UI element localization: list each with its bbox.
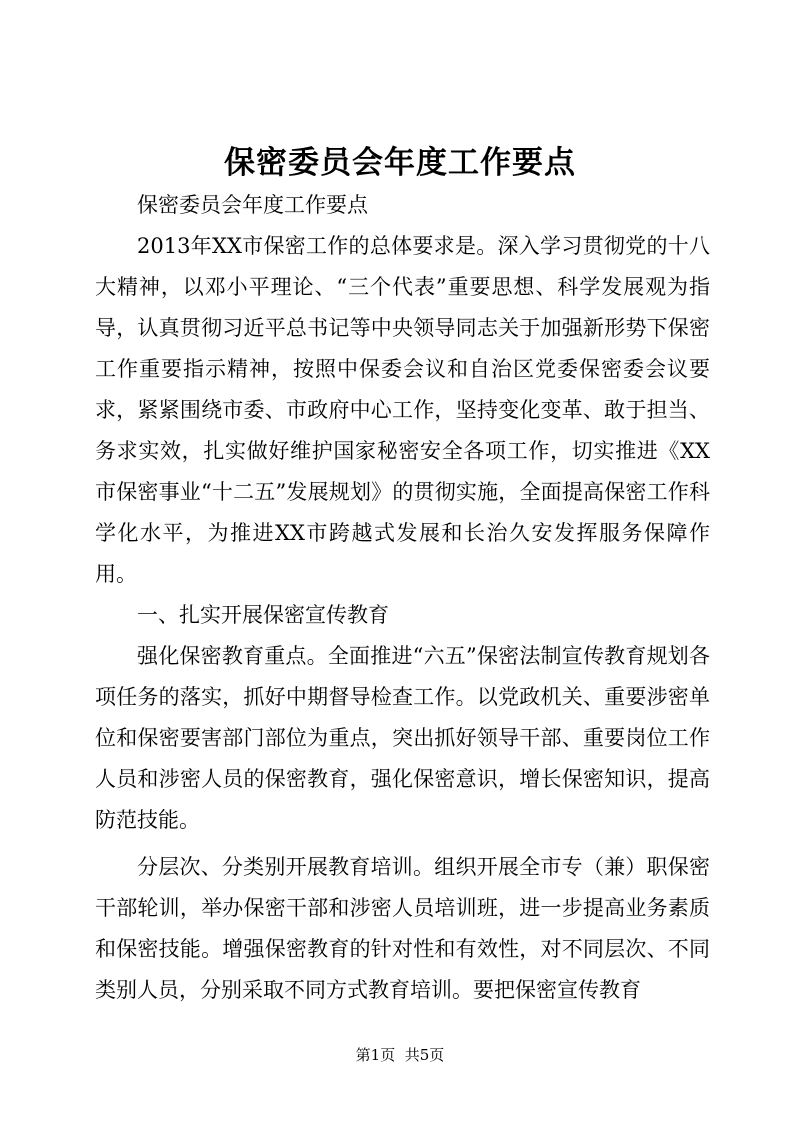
subtitle-paragraph: 保密委员会年度工作要点 <box>137 193 368 217</box>
body-paragraph: 强化保密教育重点。全面推进“六五”保密法制宣传教育规划各项任务的落实，抓好中期督导检查工作。以党政机关、重要涉密单位和保密要害部门部位为重点，突出抓好领导干部、重要岗位工作人员和涉密人员的保密教育，强化保密意识，增长保密知识，提高防范技能。 <box>95 644 710 832</box>
body-paragraph: 分层次、分类别开展教育培训。组织开展全市专（兼）职保密干部轮训，举办保密干部和涉密人员培训班，进一步提高业务素质和保密技能。增强保密教育的针对性和有效性，对不同层次、不同类别人员，分别采取不同方式教育培训。要把保密宣传教育 <box>95 855 710 1002</box>
document-body <box>95 185 710 1011</box>
page-total: 共5页 <box>404 1046 445 1064</box>
page-footer <box>0 1045 800 1065</box>
body-paragraph: 2013年XX市保密工作的总体要求是。深入学习贯彻党的十八大精神，以邓小平理论、“三个代表”重要思想、科学发展观为指导，认真贯彻习近平总书记等中央领导同志关于加强新形势下保密工作重要指示精神，按照中保委会议和自治区党委保密委会议要求，紧紧围绕市委、市政府中心工作，坚持变化变革、敢于担当、务求实效，扎实做好维护国家秘密安全各项工作，切实推进《XX市保密事业“十二五”发展规划》的贯彻实施，全面提高保密工作科学化水平，为推进XX市跨越式发展和长治久安发挥服务保障作用。 <box>95 234 710 586</box>
page-number: 第1页 <box>355 1046 396 1064</box>
section-heading: 一、扎实开展保密宣传教育 <box>137 603 389 627</box>
document-title: 保密委员会年度工作要点 <box>224 145 576 181</box>
